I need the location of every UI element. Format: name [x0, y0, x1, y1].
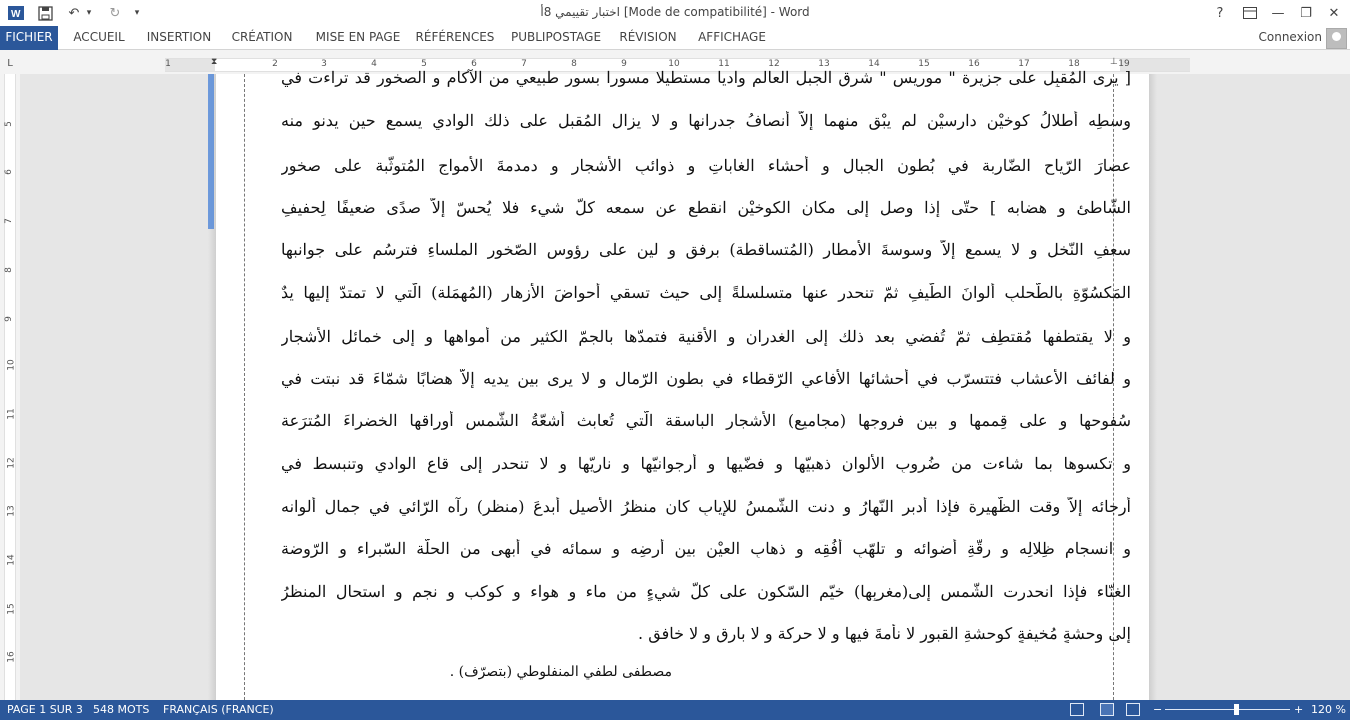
customize-toolbar-icon[interactable]: ▾: [134, 8, 140, 18]
document-page[interactable]: [215, 68, 1150, 700]
ruler-number: 6: [3, 169, 14, 175]
ruler-number: 16: [968, 59, 980, 69]
text-line[interactable]: أرجائه إلاّ وقت الظّهيرة فإذا أدبر النّهارُ و دنت الشّمسُ للإيابِ كان منظرُ الأصيل أبدعَ (منظرٍ) رآه الرّائي في جمالِ ألوانه: [281, 497, 1131, 516]
zoom-out-button[interactable]: −: [1153, 703, 1163, 716]
text-line[interactable]: و لا يقتطفها مُقتطِف ثمّ تُفضي بعد ذلك إلى الغدران و الأقنية فتمدّها بالجمّ الكثيرِ من أمواهها و إلى خمائل الأشجار: [281, 327, 1131, 346]
ruler-number: 18: [1068, 59, 1080, 69]
text-line[interactable]: [ يرى المُقبِل على جزيرة " موريس " شرق الجبل العالم واديا مستطيلا مسورا بسور طبيعي من الآكام و الصخور قد تراءت في: [281, 68, 1131, 87]
tab-accueil[interactable]: ACCUEIL: [73, 30, 125, 44]
tab-selector[interactable]: L: [7, 57, 13, 69]
page-count[interactable]: PAGE 1 SUR 3: [7, 703, 83, 716]
text-line[interactable]: الغنّاء فإذا انحدرت الشّمس إلى(مغربِها) خيّم السّكون على كلّ شيءٍ من ماء و هواء و كوكب و نجم و استحال المنظرُ: [281, 582, 1131, 601]
ruler-number: 14: [6, 554, 17, 566]
text-line[interactable]: وسطِه أطلالُ كوخيْن دارسيْن لم يبْق منهما إلاّ أنصافُ جدرانها و لا يزال المُقبل على ذلك الوادي يسمع حين يدنو منه: [281, 111, 1131, 130]
ruler-number: 12: [768, 59, 780, 69]
web-layout-icon[interactable]: [1126, 703, 1140, 716]
ruler-number: 16: [6, 651, 17, 663]
tab-revision[interactable]: RÉVISION: [619, 30, 677, 44]
ruler-number: 3: [321, 59, 327, 69]
tab-mise-en-page[interactable]: MISE EN PAGE: [315, 30, 401, 44]
ruler-number: 12: [6, 457, 17, 469]
text-line[interactable]: و انسجام ظِلالِه و رقّةِ أضوائه و تلهّبِ أفُقِه و ذهابِ العيْنِ بين أرضِه و سمائه في أبهى من الحلّة السّبراء و الرّوضة: [281, 539, 1131, 558]
scroll-indicator: [208, 74, 214, 229]
ruler-number: 8: [3, 267, 14, 273]
ruler-number: 17: [1018, 59, 1030, 69]
undo-dropdown-icon[interactable]: ▾: [86, 8, 92, 18]
svg-text:W: W: [11, 9, 21, 20]
ruler-number: 15: [6, 603, 17, 615]
window-title: اختبار تقييمي 8أ [Mode de compatibilité] - Word: [540, 5, 810, 19]
ribbon-tabs: [0, 26, 1350, 50]
text-line[interactable]: و تكسوها بما شاءت من ضُروبِ الألوانِ ذهبيّها و فضّيها و أرجوانيّها و ناريّها و لا تنحدر إلى قاعِ الوادي وتنبسط في: [281, 454, 1131, 473]
restore-button[interactable]: ❐: [1300, 5, 1312, 21]
tab-affichage[interactable]: AFFICHAGE: [698, 30, 766, 44]
ruler-number: 5: [421, 59, 427, 69]
ruler-number: 19: [1118, 59, 1130, 69]
text-line[interactable]: إلى وحشةٍ مُخيفةٍ كوحشةِ القبورِ لا نأمةَ فيها و لا حركة و لا بارق و لا خافق .: [638, 624, 1131, 643]
text-line[interactable]: الشّاطئ و هضابه ] حتّى إذا وصل إلى مكانِ الكوخيْن انقطع عن سمعه كلُّ شيء فلا يُحسّ إلاّ صدًى ضعيفًا لِحفيفِ: [281, 198, 1131, 217]
print-layout-icon[interactable]: [1100, 703, 1114, 716]
ruler-number: 15: [918, 59, 930, 69]
language-indicator[interactable]: FRANÇAIS (FRANCE): [163, 703, 274, 716]
ruler-number: 13: [6, 505, 17, 517]
ruler-number: 9: [621, 59, 627, 69]
title-bar: [0, 0, 1350, 26]
ruler-number: 6: [471, 59, 477, 69]
indent-marker-icon[interactable]: ⧗: [211, 57, 218, 67]
word-count[interactable]: 548 MOTS: [93, 703, 150, 716]
ruler-number: 1: [165, 59, 171, 69]
ruler-number: 2: [272, 59, 278, 69]
vertical-ruler[interactable]: [4, 74, 16, 700]
text-line[interactable]: سعفِ النّخلِ و لا يسمع إلاّ وسوسةَ الأمطارِ (المُتساقطة) برفقٍ و لينٍ على رؤوس الصّخورِ الملساءِ فترسُم على جوانبها: [281, 240, 1131, 259]
tab-fichier[interactable]: FICHIER: [0, 26, 58, 50]
text-line[interactable]: المَكسُوّةِ بالطّحلبِ ألوانَ الطّيفِ ثمّ تنحدر عنها متسلسلةً إلى حيث تسقي أحواضَ الأزهارِ (المُهمَلة) الّتي لا تمتدّ إليها يدٌ: [281, 283, 1131, 302]
tab-references[interactable]: RÉFÉRENCES: [415, 30, 495, 44]
tab-insertion[interactable]: INSERTION: [146, 30, 212, 44]
ruler-number: 7: [3, 218, 14, 224]
tab-creation[interactable]: CRÉATION: [231, 30, 293, 44]
zoom-in-button[interactable]: +: [1294, 703, 1304, 716]
ruler-number: 11: [6, 408, 17, 420]
zoom-slider[interactable]: [1165, 709, 1290, 710]
text-line[interactable]: و لفائف الأعشاب فتتسرّب في أحشائها الأفاعي الرّقطاء في بطونِ الرّمالِ و لا يرى بين يديه إلاّ هضابًا شمّاءَ قد نبتت في: [281, 369, 1131, 388]
ribbon-display-icon[interactable]: [1236, 2, 1264, 24]
ruler-number: 11: [718, 59, 730, 69]
undo-icon[interactable]: ↶: [68, 5, 80, 21]
redo-icon[interactable]: ↻: [109, 5, 121, 21]
minimize-button[interactable]: —: [1271, 5, 1285, 21]
status-bar: [0, 700, 1350, 720]
right-margin-marker-icon[interactable]: ⊥: [1110, 57, 1118, 67]
ruler-number: 7: [521, 59, 527, 69]
avatar[interactable]: [1326, 28, 1347, 49]
zoom-level[interactable]: 120 %: [1311, 703, 1346, 716]
ruler-number: 8: [571, 59, 577, 69]
close-button[interactable]: ✕: [1328, 5, 1340, 21]
text-line[interactable]: عصارَ الرّياح الضّاربة في بُطونِ الجبالِ و أحشاء الغاباتِ و ذوائبِ الأشجار و دمدمةَ الأمواجِ المُتوثّبة على صخورِ: [281, 156, 1131, 175]
ruler-number: 13: [818, 59, 830, 69]
read-mode-icon[interactable]: [1070, 703, 1084, 716]
tab-publipostage[interactable]: PUBLIPOSTAGE: [510, 30, 602, 44]
sign-in-link[interactable]: Connexion: [1258, 30, 1322, 44]
help-icon[interactable]: ?: [1216, 5, 1224, 21]
ruler-number: 14: [868, 59, 880, 69]
ruler-number: 10: [668, 59, 680, 69]
ruler-number: 5: [3, 121, 14, 127]
ruler-number: 10: [6, 359, 17, 371]
text-line[interactable]: سُفوحها و على قِممها و بين فروجها (مجاميع) الأشجارِ الباسقة الّتي تُعابث أشعّةُ الشّمس أوراقها الخضراءَ المُترَعة: [281, 411, 1131, 430]
document-workspace: [20, 68, 1350, 700]
ruler-number: 9: [3, 316, 14, 322]
ruler-number: 4: [371, 59, 377, 69]
author-signature[interactable]: مصطفى لطفي المنفلوطي (بتصرّف) .: [449, 664, 672, 680]
zoom-slider-thumb[interactable]: [1234, 704, 1239, 715]
